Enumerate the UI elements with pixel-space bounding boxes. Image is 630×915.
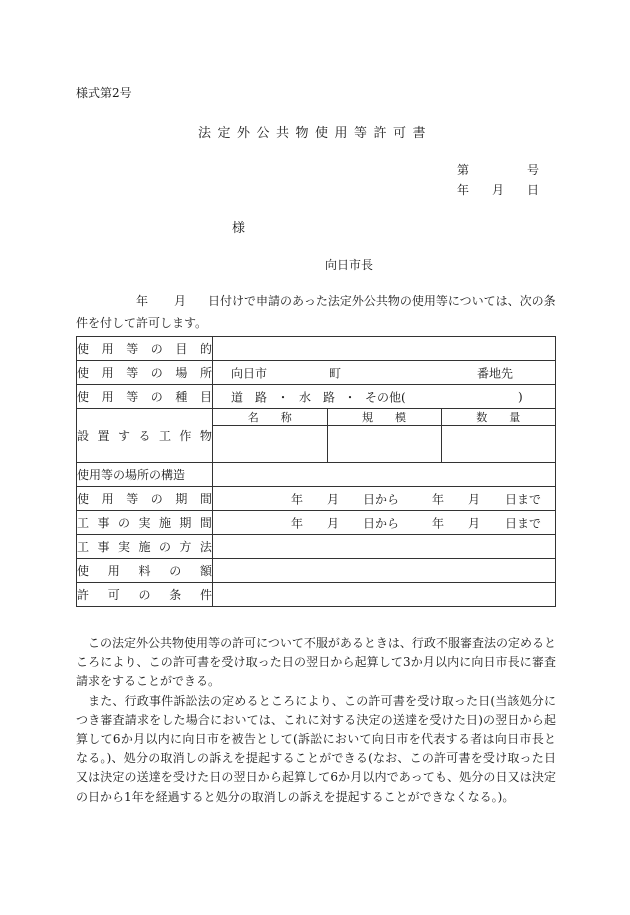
label-char: 用 [101, 366, 114, 380]
method-row [77, 535, 556, 559]
conditions-value [213, 583, 556, 607]
construction-to-day: 日まで [505, 516, 542, 530]
label-char: 料 [138, 564, 151, 578]
label-char: 間 [199, 516, 212, 530]
structure-header-name: 名 称 [213, 409, 327, 426]
period-from-month: 月 [327, 492, 340, 506]
purpose-value [213, 337, 556, 361]
form-number: 様式第2号 [76, 86, 132, 100]
purpose-label [77, 337, 213, 361]
label-char: 使 [77, 366, 90, 380]
label-char: の [117, 516, 130, 530]
construction-to-year: 年 [432, 516, 445, 530]
kind-other: その他( [365, 390, 406, 404]
addressee-suffix: 様 [232, 221, 246, 236]
permit-table [76, 336, 556, 607]
intro-statement [76, 290, 556, 334]
label-char: 施 [138, 540, 151, 554]
label-char: 使 [77, 492, 90, 506]
period-from-year: 年 [291, 492, 304, 506]
label-char: 使 [77, 564, 90, 578]
period-to-year: 年 [432, 492, 445, 506]
place-lot: 番地先 [477, 366, 514, 380]
label-char: 工 [158, 429, 171, 443]
place-value [213, 361, 556, 385]
label-char: 用 [101, 492, 114, 506]
construction-from-year: 年 [291, 516, 304, 530]
period-row [77, 487, 556, 511]
kind-water: 水 路 [299, 390, 336, 404]
period-to-month: 月 [468, 492, 481, 506]
structure-header-quantity: 数 量 [441, 409, 555, 426]
label-char: 等 [126, 390, 139, 404]
label-char: 工 [77, 516, 90, 530]
kind-row [77, 385, 556, 409]
method-label [77, 535, 213, 559]
label-text [77, 562, 212, 579]
intro-text: 日付けで申請のあった法定外公共物の使用等については、次の条件を付して許可します。 [76, 294, 556, 330]
label-char: 等 [126, 492, 139, 506]
label-char: の [169, 564, 182, 578]
label-char: 的 [199, 342, 212, 356]
label-char: 用 [107, 564, 120, 578]
construction-period-row [77, 511, 556, 535]
place-structure-row [77, 463, 556, 487]
structure-body-row [213, 426, 555, 463]
label-char: 実 [117, 540, 130, 554]
place-label [77, 361, 213, 385]
label-char: の [138, 588, 151, 602]
place-structure-label: 使用等の場所の構造 [77, 463, 213, 487]
label-char: 設 [77, 429, 90, 443]
intro-month: 月 [174, 294, 187, 308]
construction-to-month: 月 [468, 516, 481, 530]
place-structure-value [213, 463, 556, 487]
label-char: 許 [77, 588, 90, 602]
kind-separator-1: ・ [277, 390, 290, 404]
label-text [77, 364, 212, 381]
intro-year: 年 [136, 294, 149, 308]
date-year: 年 [457, 183, 470, 197]
label-char: 用 [101, 390, 114, 404]
place-city: 向日市 [231, 366, 268, 380]
label-text [77, 538, 212, 555]
label-char: 物 [199, 429, 212, 443]
label-char: 方 [179, 540, 192, 554]
label-char: の [150, 342, 163, 356]
kind-separator-2: ・ [344, 390, 357, 404]
appeal-paragraph-1: この法定外公共物使用等の許可について不服があるときは、行政不服審査法の定めるところにより、この許可書を受け取った日の翌日から起算して3か月以内に向日市長に審査請求をすることができる。 [76, 636, 556, 689]
conditions-row [77, 583, 556, 607]
issuer: 向日市長 [325, 258, 374, 272]
label-char: 間 [199, 492, 212, 506]
label-char: 置 [97, 429, 110, 443]
label-text [77, 514, 212, 531]
label-char: 事 [97, 516, 110, 530]
number-suffix: 号 [527, 163, 540, 177]
label-text [77, 427, 212, 444]
label-char: 期 [175, 492, 188, 506]
period-to-day: 日まで [505, 492, 542, 506]
label-char: 実 [138, 516, 151, 530]
label-char: 目 [175, 342, 188, 356]
label-char: 場 [175, 366, 188, 380]
method-value [213, 535, 556, 559]
label-text [77, 586, 212, 603]
construction-period-value [213, 511, 556, 535]
label-char: 等 [126, 366, 139, 380]
kind-label [77, 385, 213, 409]
structure-header-row [213, 409, 555, 426]
period-value [213, 487, 556, 511]
construction-from-month: 月 [327, 516, 340, 530]
date-month: 月 [492, 183, 505, 197]
label-char: 等 [126, 342, 139, 356]
kind-road: 道 路 [231, 390, 268, 404]
label-text [77, 340, 212, 357]
label-char: の [150, 390, 163, 404]
label-char: の [158, 540, 171, 554]
label-char: 所 [199, 366, 212, 380]
label-char: 使 [77, 342, 90, 356]
place-row [77, 361, 556, 385]
purpose-row [77, 337, 556, 361]
label-char: 可 [107, 588, 120, 602]
structure-label [77, 409, 213, 463]
structure-header-scale: 規 模 [327, 409, 441, 426]
label-char: 期 [179, 516, 192, 530]
period-from-day: 日から [363, 492, 400, 506]
structure-row [77, 409, 556, 463]
label-text [77, 490, 212, 507]
fee-row [77, 559, 556, 583]
label-char: 法 [199, 540, 212, 554]
structure-value [213, 409, 556, 463]
label-char: 目 [199, 390, 212, 404]
kind-close: ) [518, 389, 523, 404]
label-char: る [138, 429, 151, 443]
label-char: 施 [158, 516, 171, 530]
label-char: す [117, 429, 130, 443]
label-char: 使 [77, 390, 90, 404]
structure-quantity-cell [441, 426, 555, 463]
fee-value [213, 559, 556, 583]
kind-value [213, 385, 556, 409]
label-char: 件 [199, 588, 212, 602]
label-char: 額 [199, 564, 212, 578]
label-char: 条 [169, 588, 182, 602]
label-char: 作 [179, 429, 192, 443]
label-char: の [150, 492, 163, 506]
structure-subtable [213, 409, 555, 462]
date-day: 日 [527, 183, 540, 197]
label-text [77, 388, 212, 405]
label-char: の [150, 366, 163, 380]
document-title: 法定外公共物使用等許可書 [197, 126, 432, 141]
construction-from-day: 日から [363, 516, 400, 530]
construction-period-label [77, 511, 213, 535]
appeal-notice [76, 634, 556, 807]
structure-name-cell [213, 426, 327, 463]
label-char: 種 [175, 390, 188, 404]
label-char: 事 [97, 540, 110, 554]
fee-label [77, 559, 213, 583]
period-label [77, 487, 213, 511]
structure-scale-cell [327, 426, 441, 463]
appeal-paragraph-2: また、行政事件訴訟法の定めるところにより、この許可書を受け取った日(当該処分につき審査請求をした場合においては、これに対する決定の送達を受けた日)の翌日から起算して6か月以内に向日市を被告として(訴訟において向日市を代表する者は向日市長となる。)、処分の取消しの訴えを提起することができる(なお、この許可書を受け取った日又は決定の送達を受けた日の翌日から起算して6か月以内であっても、処分の日又は決定の日から1年を経過すると処分の取消しの訴えを提起することができなくなる。)。 [76, 693, 556, 804]
label-char: 用 [101, 342, 114, 356]
conditions-label [77, 583, 213, 607]
place-town: 町 [329, 366, 342, 380]
label-char: 工 [77, 540, 90, 554]
number-label: 第 [457, 163, 470, 177]
